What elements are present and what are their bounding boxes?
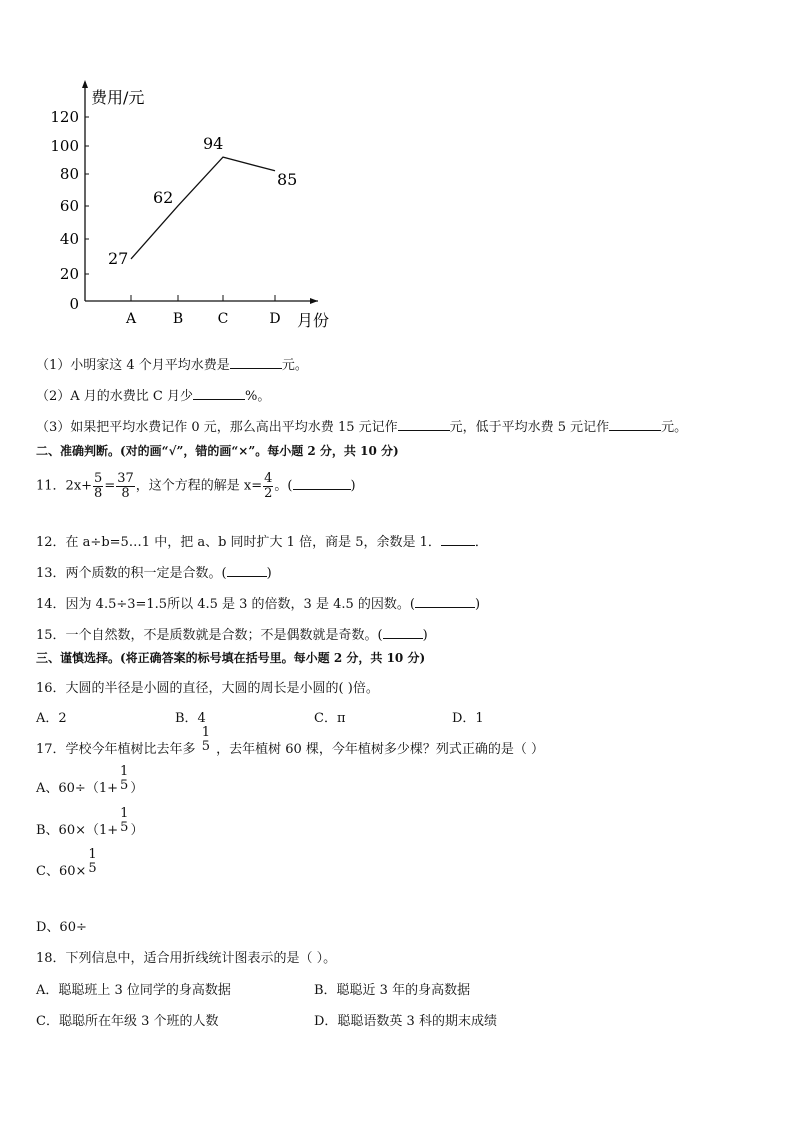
sub2-tail: %。 (245, 389, 271, 404)
data-label: 94 (203, 134, 224, 154)
question-sub-3 (36, 416, 687, 435)
q17-post: ，去年植树 60 棵，今年植树多少棵？列式正确的是（ ） (216, 742, 545, 758)
y-tick-label: 60 (59, 197, 79, 215)
y-tick-label: 120 (50, 108, 79, 126)
question-11 (36, 472, 356, 500)
x-tick-label: A (125, 311, 137, 327)
section-3-heading: 三、谨慎选择。(将正确答案的标号填在括号里。每小题 2 分，共 10 分) (36, 651, 426, 665)
q12-text: 12．在 a÷b=5…1 中，把 a、b 同时扩大 1 倍，商是 5，余数是 1． (36, 535, 441, 550)
sub3-text: （3）如果把平均水费记作 0 元，那么高出平均水费 15 元记作 (36, 420, 398, 435)
question-14 (36, 593, 480, 612)
q13-end: ) (266, 566, 272, 581)
q11-pre: 11．2x+ (36, 478, 93, 494)
y-axis-label: 费用/元 (91, 88, 145, 107)
q17-option-c[interactable]: C、60× 1 5 (36, 847, 97, 880)
question-18: 18．下列信息中，适合用折线统计图表示的是（ ）。 (36, 951, 337, 966)
q11-mid: ，这个方程的解是 x= (135, 478, 263, 494)
sub2-text: （2）A 月的水费比 C 月少 (36, 389, 194, 404)
y-axis-arrow (82, 80, 88, 88)
q17-option-d[interactable]: D、60÷ (36, 920, 87, 935)
sub3-tail: 元。 (661, 420, 688, 435)
q11-end: ) (350, 478, 356, 494)
answer-blank[interactable] (230, 357, 282, 369)
y-tick-label: 80 (59, 165, 79, 183)
question-12 (36, 531, 488, 550)
answer-blank[interactable] (227, 565, 267, 577)
x-tick-label: D (269, 311, 281, 327)
q16-option-d[interactable]: D．1 (452, 711, 484, 726)
answer-blank[interactable] (383, 627, 423, 639)
sub1-tail: 元。 (281, 358, 308, 373)
q14-text: 14．因为 4.5÷3=1.5所以 4.5 是 3 的倍数，3 是 4.5 的因数。( (36, 597, 415, 612)
line-chart (0, 0, 794, 340)
question-sub-2 (36, 385, 270, 404)
x-tick-label: C (217, 311, 229, 327)
q13-text: 13．两个质数的积一定是合数。( (36, 566, 227, 581)
q15-text: 15．一个自然数，不是质数就是合数；不是偶数就是奇数。( (36, 628, 383, 643)
answer-blank[interactable] (293, 478, 351, 490)
answer-blank[interactable] (398, 419, 450, 431)
y-tick-label: 100 (50, 137, 79, 155)
section-2-heading: 二、准确判断。(对的画“√”，错的画“×”。每小题 2 分，共 10 分) (36, 444, 399, 458)
q17-pre: 17．学校今年植树比去年多 (36, 742, 196, 758)
q16-option-a[interactable]: A．2 (36, 711, 67, 726)
fraction: 1 5 (201, 725, 210, 754)
question-17 (36, 725, 545, 763)
answer-blank[interactable] (193, 388, 245, 400)
data-label: 85 (277, 169, 298, 189)
series-line (131, 157, 275, 259)
x-axis-arrow (310, 298, 318, 304)
question-16: 16．大圆的半径是小圆的直径，大圆的周长是小圆的( )倍。 (36, 681, 379, 696)
q18-option-c[interactable]: C．聪聪所在年级 3 个班的人数 (36, 1014, 219, 1029)
q11-eq: = (104, 478, 116, 494)
answer-blank[interactable] (609, 419, 661, 431)
answer-blank[interactable] (441, 534, 475, 546)
q18-option-d[interactable]: D．聪聪语数英 3 科的期末成绩 (314, 1014, 497, 1029)
y-tick-label: 0 (69, 295, 79, 313)
question-sub-1 (36, 354, 308, 373)
q16-option-b[interactable]: B．4 (175, 711, 206, 726)
answer-blank[interactable] (415, 596, 475, 608)
sub1-text: （1）小明家这 4 个月平均水费是 (36, 358, 230, 373)
q17-option-a[interactable]: A、60÷（1+ 1 5 ） (36, 764, 144, 797)
fraction: $\frac{5}{8}$ (94, 471, 103, 501)
question-15 (36, 624, 428, 643)
q18-option-b[interactable]: B．聪聪近 3 年的身高数据 (314, 983, 471, 998)
fraction: $\frac{37}{8}$ (117, 471, 134, 501)
x-axis-label: 月份 (297, 311, 330, 330)
fraction: $\frac{4}{2}$ (264, 471, 273, 501)
x-tick-label: B (172, 311, 184, 327)
data-label: 62 (153, 187, 174, 207)
q18-option-a[interactable]: A．聪聪班上 3 位同学的身高数据 (36, 983, 231, 998)
q16-option-c[interactable]: C．π (314, 711, 346, 726)
y-tick-label: 40 (59, 230, 79, 248)
q11-post: 。( (274, 478, 293, 494)
sub3-mid: 元，低于平均水费 5 元记作 (449, 420, 610, 435)
q17-option-b[interactable]: B、60×（1+ 1 5 ） (36, 806, 144, 839)
data-label: 27 (108, 248, 129, 268)
q12-end: ． (474, 535, 488, 550)
question-13 (36, 562, 272, 581)
y-tick-label: 20 (59, 265, 79, 283)
q14-end: ) (474, 597, 481, 612)
q15-end: ) (422, 628, 428, 643)
